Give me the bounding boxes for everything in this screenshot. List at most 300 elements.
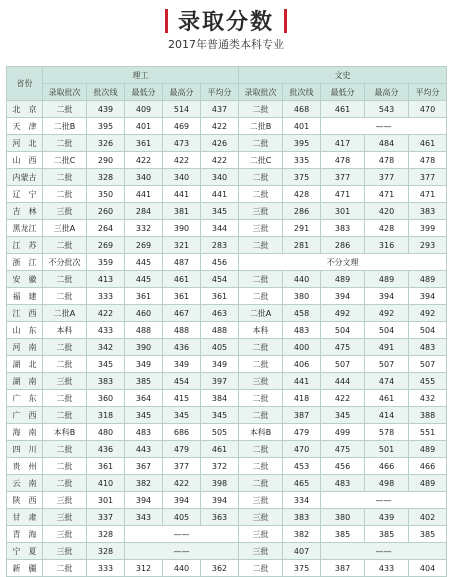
table-row — [7, 356, 447, 373]
science-batch-cell: 不分批次 — [43, 254, 87, 271]
science-line-cell: 360 — [87, 390, 125, 407]
arts-max-cell: 394 — [365, 288, 409, 305]
arts-batch-cell: 二批A — [239, 305, 283, 322]
arts-max-cell: 385 — [365, 526, 409, 543]
science-batch-cell: 二批A — [43, 305, 87, 322]
arts-line-cell: 458 — [283, 305, 321, 322]
province-cell: 江 苏 — [7, 237, 43, 254]
science-min-cell: 349 — [125, 356, 163, 373]
table-row — [7, 424, 447, 441]
arts-max-cell: 439 — [365, 509, 409, 526]
science-batch-cell: 二批 — [43, 560, 87, 577]
science-min-cell: 422 — [125, 152, 163, 169]
science-avg-cell: 363 — [201, 509, 239, 526]
science-line-cell: 359 — [87, 254, 125, 271]
arts-batch-cell: 本科 — [239, 322, 283, 339]
science-batch-cell: 三批A — [43, 220, 87, 237]
science-no-data-cell: —— — [125, 526, 239, 543]
province-cell: 黑龙江 — [7, 220, 43, 237]
science-batch-cell: 二批 — [43, 169, 87, 186]
province-cell: 湖 南 — [7, 373, 43, 390]
science-min-cell: 488 — [125, 322, 163, 339]
science-avg-cell: 362 — [201, 560, 239, 577]
table-row — [7, 509, 447, 526]
science-avg-cell: 456 — [201, 254, 239, 271]
arts-line-cell: 286 — [283, 203, 321, 220]
science-min-cell: 445 — [125, 254, 163, 271]
arts-min-cell: 483 — [321, 475, 365, 492]
science-avg-cell: 345 — [201, 203, 239, 220]
science-avg-cell: 340 — [201, 169, 239, 186]
arts-line-cell: 428 — [283, 186, 321, 203]
arts-max-cell: 420 — [365, 203, 409, 220]
science-max-cell: 377 — [163, 458, 201, 475]
arts-avg-cell: 432 — [409, 390, 447, 407]
arts-batch-cell: 二批 — [239, 560, 283, 577]
arts-max-cell: 501 — [365, 441, 409, 458]
science-max-cell: 440 — [163, 560, 201, 577]
arts-avg-cell: 551 — [409, 424, 447, 441]
science-line-cell: 383 — [87, 373, 125, 390]
table-row — [7, 390, 447, 407]
arts-no-data-cell: —— — [321, 118, 447, 135]
province-cell: 海 南 — [7, 424, 43, 441]
arts-line-cell: 400 — [283, 339, 321, 356]
science-max-header: 最高分 — [163, 84, 201, 101]
table-row — [7, 373, 447, 390]
province-cell: 辽 宁 — [7, 186, 43, 203]
arts-avg-cell: 377 — [409, 169, 447, 186]
science-max-cell: 340 — [163, 169, 201, 186]
table-row — [7, 339, 447, 356]
science-max-cell: 394 — [163, 492, 201, 509]
science-line-cell: 264 — [87, 220, 125, 237]
science-line-cell: 326 — [87, 135, 125, 152]
science-batch-cell: 二批 — [43, 356, 87, 373]
table-row — [7, 475, 447, 492]
science-max-cell: 349 — [163, 356, 201, 373]
arts-batch-cell: 二批 — [239, 169, 283, 186]
arts-max-cell: 491 — [365, 339, 409, 356]
title-wrap — [0, 5, 452, 36]
arts-batch-cell: 三批 — [239, 509, 283, 526]
science-max-cell: 686 — [163, 424, 201, 441]
arts-avg-cell: 470 — [409, 101, 447, 118]
science-batch-cell: 二批 — [43, 441, 87, 458]
science-avg-cell: 397 — [201, 373, 239, 390]
science-line-cell: 413 — [87, 271, 125, 288]
arts-line-cell: 406 — [283, 356, 321, 373]
science-batch-cell: 二批 — [43, 407, 87, 424]
province-cell: 吉 林 — [7, 203, 43, 220]
science-min-cell: 361 — [125, 135, 163, 152]
arts-batch-cell: 三批 — [239, 220, 283, 237]
arts-min-cell: 394 — [321, 288, 365, 305]
science-line-cell: 333 — [87, 560, 125, 577]
arts-avg-cell: 471 — [409, 186, 447, 203]
science-line-cell: 433 — [87, 322, 125, 339]
arts-line-cell: 383 — [283, 509, 321, 526]
science-avg-cell: 437 — [201, 101, 239, 118]
science-avg-cell: 394 — [201, 492, 239, 509]
arts-max-cell: 428 — [365, 220, 409, 237]
science-min-cell: 443 — [125, 441, 163, 458]
science-batch-cell: 二批 — [43, 186, 87, 203]
science-line-cell: 480 — [87, 424, 125, 441]
arts-max-cell: 489 — [365, 271, 409, 288]
science-avg-cell: 283 — [201, 237, 239, 254]
title-right-bar — [284, 9, 287, 33]
table-row — [7, 543, 447, 560]
arts-min-cell: 456 — [321, 458, 365, 475]
arts-max-cell: 578 — [365, 424, 409, 441]
science-avg-cell: 426 — [201, 135, 239, 152]
arts-min-cell: 475 — [321, 441, 365, 458]
arts-avg-cell: 507 — [409, 356, 447, 373]
science-group-header: 理工 — [43, 67, 239, 84]
arts-line-cell: 418 — [283, 390, 321, 407]
table-row — [7, 407, 447, 424]
admission-score-table — [6, 66, 447, 577]
science-avg-cell: 405 — [201, 339, 239, 356]
arts-min-cell: 422 — [321, 390, 365, 407]
province-cell: 内蒙古 — [7, 169, 43, 186]
science-line-cell: 301 — [87, 492, 125, 509]
arts-max-cell: 484 — [365, 135, 409, 152]
science-max-cell: 381 — [163, 203, 201, 220]
science-max-cell: 345 — [163, 407, 201, 424]
science-line-cell: 361 — [87, 458, 125, 475]
table-row — [7, 203, 447, 220]
arts-max-cell: 504 — [365, 322, 409, 339]
science-batch-cell: 二批 — [43, 101, 87, 118]
arts-avg-cell: 504 — [409, 322, 447, 339]
arts-line-cell: 407 — [283, 543, 321, 560]
arts-batch-cell: 二批 — [239, 271, 283, 288]
science-batch-cell: 三批 — [43, 543, 87, 560]
science-max-cell: 390 — [163, 220, 201, 237]
province-cell: 北 京 — [7, 101, 43, 118]
science-batch-cell: 二批 — [43, 271, 87, 288]
arts-max-cell: 498 — [365, 475, 409, 492]
arts-max-cell: 474 — [365, 373, 409, 390]
science-avg-cell: 349 — [201, 356, 239, 373]
arts-batch-cell: 三批 — [239, 526, 283, 543]
science-min-cell: 385 — [125, 373, 163, 390]
table-row — [7, 492, 447, 509]
arts-batch-cell: 二批 — [239, 101, 283, 118]
page-header — [0, 0, 452, 58]
arts-avg-cell: 489 — [409, 441, 447, 458]
arts-batch-cell: 二批 — [239, 458, 283, 475]
arts-line-header: 批次线 — [283, 84, 321, 101]
science-line-cell: 439 — [87, 101, 125, 118]
science-line-cell: 395 — [87, 118, 125, 135]
science-line-header: 批次线 — [87, 84, 125, 101]
science-min-cell: 312 — [125, 560, 163, 577]
arts-max-cell: 507 — [365, 356, 409, 373]
science-batch-cell: 三批 — [43, 509, 87, 526]
science-min-cell: 409 — [125, 101, 163, 118]
arts-line-cell: 479 — [283, 424, 321, 441]
science-min-cell: 401 — [125, 118, 163, 135]
science-min-cell: 367 — [125, 458, 163, 475]
arts-min-header: 最低分 — [321, 84, 365, 101]
science-min-cell: 340 — [125, 169, 163, 186]
table-row — [7, 441, 447, 458]
science-min-cell: 390 — [125, 339, 163, 356]
science-batch-cell: 二批 — [43, 237, 87, 254]
science-line-cell: 328 — [87, 526, 125, 543]
table-row — [7, 322, 447, 339]
province-cell: 贵 州 — [7, 458, 43, 475]
arts-batch-cell: 二批 — [239, 339, 283, 356]
table-row — [7, 237, 447, 254]
arts-no-data-cell: —— — [321, 543, 447, 560]
arts-min-cell: 380 — [321, 509, 365, 526]
table-row — [7, 169, 447, 186]
science-batch-cell: 三批 — [43, 373, 87, 390]
science-batch-cell: 二批 — [43, 390, 87, 407]
science-max-cell: 467 — [163, 305, 201, 322]
table-row — [7, 458, 447, 475]
arts-avg-cell: 492 — [409, 305, 447, 322]
arts-line-cell: 375 — [283, 560, 321, 577]
province-column-header: 省份 — [7, 67, 43, 101]
science-line-cell: 333 — [87, 288, 125, 305]
science-avg-cell: 505 — [201, 424, 239, 441]
page-subtitle: 2017年普通类本科专业 — [168, 38, 284, 51]
science-max-cell: 405 — [163, 509, 201, 526]
arts-avg-cell: 402 — [409, 509, 447, 526]
arts-min-cell: 444 — [321, 373, 365, 390]
province-cell: 甘 肃 — [7, 509, 43, 526]
table-row — [7, 118, 447, 135]
science-min-cell: 441 — [125, 186, 163, 203]
science-max-cell: 422 — [163, 152, 201, 169]
province-cell: 江 西 — [7, 305, 43, 322]
arts-max-cell: 461 — [365, 390, 409, 407]
science-line-cell: 328 — [87, 543, 125, 560]
science-max-cell: 514 — [163, 101, 201, 118]
province-cell: 云 南 — [7, 475, 43, 492]
province-cell: 河 北 — [7, 135, 43, 152]
arts-min-cell: 492 — [321, 305, 365, 322]
science-min-cell: 343 — [125, 509, 163, 526]
table-body — [7, 101, 447, 577]
science-line-cell: 328 — [87, 169, 125, 186]
table-row — [7, 560, 447, 577]
table-row — [7, 186, 447, 203]
science-line-cell: 345 — [87, 356, 125, 373]
science-min-cell: 284 — [125, 203, 163, 220]
arts-avg-cell: 489 — [409, 271, 447, 288]
arts-max-header: 最高分 — [365, 84, 409, 101]
arts-avg-cell: 483 — [409, 339, 447, 356]
science-batch-cell: 二批B — [43, 118, 87, 135]
arts-min-cell: 286 — [321, 237, 365, 254]
table-row — [7, 220, 447, 237]
arts-avg-cell: 385 — [409, 526, 447, 543]
science-avg-cell: 422 — [201, 152, 239, 169]
science-min-cell: 269 — [125, 237, 163, 254]
science-max-cell: 441 — [163, 186, 201, 203]
arts-min-cell: 377 — [321, 169, 365, 186]
arts-line-cell: 334 — [283, 492, 321, 509]
arts-max-cell: 478 — [365, 152, 409, 169]
arts-line-cell: 281 — [283, 237, 321, 254]
science-max-cell: 436 — [163, 339, 201, 356]
arts-max-cell: 377 — [365, 169, 409, 186]
arts-batch-cell: 二批C — [239, 152, 283, 169]
science-avg-cell: 441 — [201, 186, 239, 203]
science-no-data-cell: —— — [125, 543, 239, 560]
science-line-cell: 260 — [87, 203, 125, 220]
arts-min-cell: 383 — [321, 220, 365, 237]
arts-max-cell: 471 — [365, 186, 409, 203]
arts-batch-cell: 二批 — [239, 475, 283, 492]
science-max-cell: 415 — [163, 390, 201, 407]
arts-batch-cell: 二批 — [239, 390, 283, 407]
science-min-cell: 460 — [125, 305, 163, 322]
arts-line-cell: 483 — [283, 322, 321, 339]
science-batch-cell: 二批 — [43, 475, 87, 492]
arts-avg-cell: 489 — [409, 475, 447, 492]
arts-batch-cell: 二批 — [239, 407, 283, 424]
table-row — [7, 101, 447, 118]
arts-batch-cell: 二批 — [239, 288, 283, 305]
science-line-cell: 350 — [87, 186, 125, 203]
arts-merged-cell: 不分文理 — [239, 254, 447, 271]
science-max-cell: 454 — [163, 373, 201, 390]
science-avg-cell: 384 — [201, 390, 239, 407]
science-max-cell: 479 — [163, 441, 201, 458]
arts-line-cell: 380 — [283, 288, 321, 305]
science-avg-cell: 344 — [201, 220, 239, 237]
arts-min-cell: 301 — [321, 203, 365, 220]
science-max-cell: 473 — [163, 135, 201, 152]
arts-group-header: 文史 — [239, 67, 447, 84]
science-line-cell: 318 — [87, 407, 125, 424]
province-cell: 河 南 — [7, 339, 43, 356]
arts-min-cell: 504 — [321, 322, 365, 339]
science-line-cell: 422 — [87, 305, 125, 322]
arts-avg-cell: 455 — [409, 373, 447, 390]
arts-max-cell: 414 — [365, 407, 409, 424]
table-header-row-2 — [7, 84, 447, 101]
table-row — [7, 135, 447, 152]
province-cell: 青 海 — [7, 526, 43, 543]
arts-batch-header: 录取批次 — [239, 84, 283, 101]
arts-avg-cell: 461 — [409, 135, 447, 152]
table-row — [7, 526, 447, 543]
arts-min-cell: 471 — [321, 186, 365, 203]
science-line-cell: 290 — [87, 152, 125, 169]
arts-max-cell: 316 — [365, 237, 409, 254]
arts-line-cell: 291 — [283, 220, 321, 237]
science-avg-cell: 372 — [201, 458, 239, 475]
arts-line-cell: 382 — [283, 526, 321, 543]
arts-max-cell: 433 — [365, 560, 409, 577]
science-min-cell: 364 — [125, 390, 163, 407]
arts-line-cell: 453 — [283, 458, 321, 475]
science-batch-cell: 二批 — [43, 339, 87, 356]
arts-batch-cell: 三批 — [239, 373, 283, 390]
table-row — [7, 271, 447, 288]
province-cell: 山 西 — [7, 152, 43, 169]
science-max-cell: 488 — [163, 322, 201, 339]
science-min-cell: 361 — [125, 288, 163, 305]
title-left-bar — [165, 9, 168, 33]
science-min-header: 最低分 — [125, 84, 163, 101]
arts-line-cell: 440 — [283, 271, 321, 288]
science-max-cell: 422 — [163, 475, 201, 492]
page-title: 录取分数 — [177, 10, 274, 35]
table-row — [7, 288, 447, 305]
arts-line-cell: 375 — [283, 169, 321, 186]
arts-batch-cell: 本科B — [239, 424, 283, 441]
arts-min-cell: 507 — [321, 356, 365, 373]
arts-batch-cell: 二批 — [239, 356, 283, 373]
arts-no-data-cell: —— — [321, 492, 447, 509]
science-batch-cell: 三批 — [43, 203, 87, 220]
arts-batch-cell: 二批B — [239, 118, 283, 135]
science-avg-cell: 454 — [201, 271, 239, 288]
arts-min-cell: 417 — [321, 135, 365, 152]
arts-avg-cell: 388 — [409, 407, 447, 424]
arts-max-cell: 543 — [365, 101, 409, 118]
science-batch-cell: 本科B — [43, 424, 87, 441]
arts-min-cell: 387 — [321, 560, 365, 577]
science-min-cell: 445 — [125, 271, 163, 288]
science-avg-cell: 361 — [201, 288, 239, 305]
arts-line-cell: 441 — [283, 373, 321, 390]
science-min-cell: 483 — [125, 424, 163, 441]
province-cell: 安 徽 — [7, 271, 43, 288]
science-avg-cell: 398 — [201, 475, 239, 492]
arts-min-cell: 499 — [321, 424, 365, 441]
science-line-cell: 269 — [87, 237, 125, 254]
province-cell: 浙 江 — [7, 254, 43, 271]
arts-batch-cell: 二批 — [239, 186, 283, 203]
arts-line-cell: 465 — [283, 475, 321, 492]
province-cell: 广 东 — [7, 390, 43, 407]
arts-max-cell: 492 — [365, 305, 409, 322]
arts-avg-header: 平均分 — [409, 84, 447, 101]
arts-max-cell: 466 — [365, 458, 409, 475]
science-avg-cell: 488 — [201, 322, 239, 339]
arts-avg-cell: 466 — [409, 458, 447, 475]
province-cell: 福 建 — [7, 288, 43, 305]
arts-min-cell: 478 — [321, 152, 365, 169]
province-cell: 山 东 — [7, 322, 43, 339]
arts-batch-cell: 三批 — [239, 203, 283, 220]
science-max-cell: 487 — [163, 254, 201, 271]
science-avg-cell: 422 — [201, 118, 239, 135]
science-batch-cell: 本科 — [43, 322, 87, 339]
table-header-row-1 — [7, 67, 447, 84]
science-avg-cell: 463 — [201, 305, 239, 322]
arts-min-cell: 345 — [321, 407, 365, 424]
science-batch-cell: 三批 — [43, 526, 87, 543]
science-max-cell: 461 — [163, 271, 201, 288]
table-row — [7, 254, 447, 271]
arts-min-cell: 461 — [321, 101, 365, 118]
arts-avg-cell: 404 — [409, 560, 447, 577]
arts-batch-cell: 二批 — [239, 135, 283, 152]
arts-batch-cell: 三批 — [239, 543, 283, 560]
science-max-cell: 321 — [163, 237, 201, 254]
